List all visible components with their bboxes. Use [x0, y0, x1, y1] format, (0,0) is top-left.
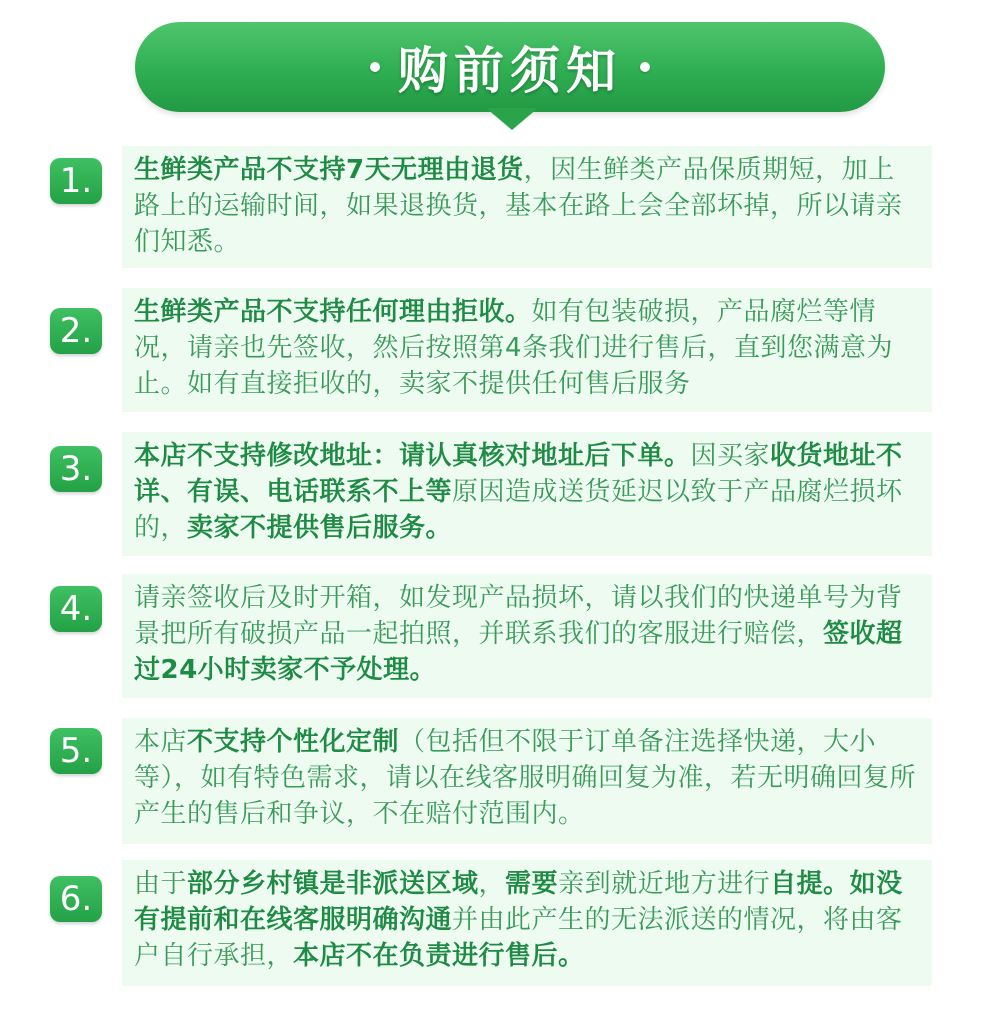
bullet-dot-left	[370, 62, 380, 72]
page-title	[135, 22, 885, 112]
body-text: 亲到就近地方进行	[558, 869, 771, 899]
emphasis-text: 自提。如没有提前和在线客服明确沟通	[134, 869, 903, 935]
banner-pointer	[486, 108, 538, 130]
title-banner	[135, 22, 885, 112]
item-number-badge: 3.	[50, 446, 102, 492]
body-text: 原因造成送货延迟以致于产品腐烂损坏的，	[134, 477, 903, 543]
body-text: 本店	[134, 727, 188, 757]
emphasis-text: 本店不在负责进行售后。	[293, 941, 585, 971]
emphasis-text: 需要	[505, 869, 559, 899]
notice-text-box	[122, 288, 932, 412]
emphasis-text: 卖家不提供售后服务。	[187, 513, 453, 543]
emphasis-text: 生鲜类产品不支持任何理由拒收。	[134, 297, 532, 327]
emphasis-text: 本店不支持修改地址：请认真核对地址后下单。	[134, 441, 691, 471]
notice-text-box	[122, 146, 932, 268]
body-text: （包括但不限于订单备注选择快递，大小等），如有特色需求，请以在线客服明确回复为准，若无明确回复所产生的售后和争议，不在赔付范围内。	[134, 727, 917, 829]
notice-text-box	[122, 860, 932, 986]
body-text: 请亲签收后及时开箱，如发现产品损坏，请以我们的快递单号为背景把所有破损产品一起拍照，并联系我们的客服进行赔偿，	[134, 583, 903, 649]
notice-text	[134, 152, 920, 260]
item-number-badge: 6.	[50, 876, 102, 922]
notice-text	[134, 724, 920, 832]
body-text: 如有包装破损，产品腐烂等情况，请亲也先签收，然后按照第4条我们进行售后，直到您满意为止。如有直接拒收的，卖家不提供任何售后服务	[134, 297, 894, 399]
item-number-badge: 5.	[50, 728, 102, 774]
notice-text	[134, 866, 920, 974]
body-text: 并由此产生的无法派送的情况，将由客户自行承担，	[134, 905, 903, 971]
page-title-text: 购前须知	[398, 42, 622, 100]
notice-text-box	[122, 574, 932, 698]
notice-text-box	[122, 432, 932, 556]
emphasis-text: 收货地址不详、有误、电话联系不上等	[134, 441, 903, 507]
body-text: ，因生鲜类产品保质期短，加上路上的运输时间，如果退换货，基本在路上会全部坏掉，所以请亲们知悉。	[134, 155, 903, 257]
notice-text	[134, 438, 920, 546]
body-text: ，	[478, 869, 506, 899]
emphasis-text: 生鲜类产品不支持7天无理由退货	[134, 155, 524, 185]
emphasis-text: 签收超过24小时卖家不予处理。	[134, 619, 903, 685]
item-number-badge: 2.	[50, 308, 102, 354]
notice-text	[134, 294, 920, 402]
emphasis-text: 部分乡村镇是非派送区域	[187, 869, 479, 899]
bullet-dot-right	[640, 62, 650, 72]
emphasis-text: 不支持个性化定制	[187, 727, 400, 757]
notice-text	[134, 580, 920, 688]
item-number-badge: 1.	[50, 158, 102, 204]
body-text: 由于	[134, 869, 188, 899]
notice-text-box	[122, 718, 932, 844]
body-text: 因买家	[690, 441, 771, 471]
item-number-badge: 4.	[50, 586, 102, 632]
